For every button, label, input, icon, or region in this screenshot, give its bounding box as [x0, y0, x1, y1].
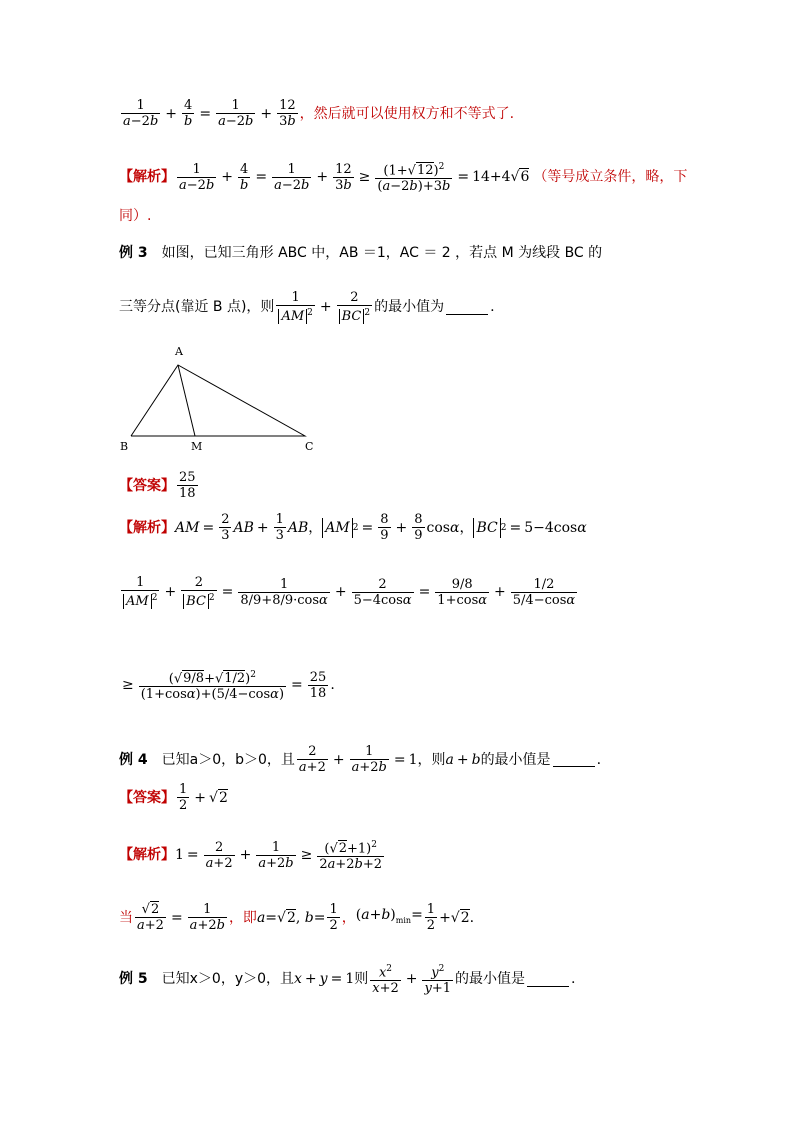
- jiexi-1-tail: （等号成立条件，略，下: [533, 169, 688, 186]
- ex3-answer: [119, 470, 675, 501]
- fraction: $\frac{4}{b}$: [184, 98, 193, 129]
- daan-label: 【答案】: [119, 477, 175, 494]
- jiexi-3-line-3: ≥ $\frac{(√9/8+√1/2)^2}{(1+\cos\alpha)+(5/4-\cos\alpha)}$ = $\frac{25}{18}$ .: [122, 669, 335, 703]
- line-1-text: ，然后就可以使用权方和不等式了.: [299, 105, 515, 122]
- label-a: A: [175, 345, 183, 358]
- label-m: M: [191, 440, 203, 453]
- ex3-line-2: 三等分点(靠近 B 点)，则 $\frac{1}{AM ^2}$ + $\frac{2}{BC ^2}$ 的最小值为 .: [119, 290, 495, 325]
- fraction: $\frac{1}{a-2b}$: [218, 98, 254, 129]
- ex5-label: 例 5: [119, 971, 148, 988]
- ex3-text-3: 的最小值为: [374, 299, 445, 316]
- ex3-line-1: [119, 243, 675, 263]
- ex4-jiexi-1: 【解析】 1 = $\frac{2}{a+2}$ + $\frac{1}{a+2b}$ ≥ $\frac{(√2+1)^2}{2a+2b+2}$: [119, 839, 383, 873]
- jiexi-3-line-1: 【解析】 AM = $\frac{2}{3}$ AB + $\frac{1}{3}$ AB ， AM 2 = $\frac{8}{9}$ + $\frac{8}{9}$ cosα， BC 2 = 5−4cosα: [119, 512, 587, 543]
- ex3-text-1: 如图，已知三角形 ABC 中，AB ＝1，AC ＝ 2 ，若点 M 为线段 BC 的: [161, 245, 603, 261]
- answer-den: 18: [179, 486, 196, 501]
- label-c: C: [305, 440, 314, 453]
- jiexi-1: 【解析】 $\frac{1}{a-2b}$ + $\frac{4}{b}$ = $\frac{1}{a-2b}$ + $\frac{12}{3b}$ ≥ $\frac{(1+√12)^2}{(a-2b)+3b}$ = 14+4√6 （等号成立条件，略，下: [119, 161, 688, 195]
- triangle-figure: [115, 340, 330, 455]
- fraction: $\frac{1}{a-2b}$: [123, 98, 159, 129]
- ex5-line-1: 例 5 已知 x＞0，y＞0，且 x + y = 1 则 $\frac{x^2}{x+2}$ + $\frac{y^2}{y+1}$ 的最小值是 .: [119, 964, 576, 997]
- ex4-answer: 【答案】 $\frac{1}{2}$ + √2: [119, 782, 228, 813]
- ex3-label: 例 3: [119, 245, 148, 261]
- ex4-line-1: 例 4 已知 a＞0，b＞0，且 $\frac{2}{a+2}$ + $\frac{1}{a+2b}$ = 1 ，则 a + b 的最小值是 .: [119, 744, 602, 775]
- answer-blank: [446, 300, 488, 315]
- ex4-cond: a＞0，b＞0，且: [189, 751, 295, 768]
- fraction: $\frac{12}{3b}$: [279, 98, 296, 129]
- jiexi-1-tail2: 同）.: [119, 208, 152, 224]
- answer-num: 25: [179, 470, 196, 485]
- ex4-jiexi-2: 当 $\frac{√2}{a+2}$ = $\frac{1}{a+2b}$ ，即 a=√2, b= $\frac{1}{2}$ ， $(a+b)_{min}=$ $\frac{1}{2}$ +√2.: [119, 902, 475, 933]
- ex4-label: 例 4: [119, 751, 148, 768]
- label-b: B: [120, 440, 129, 453]
- ex3-text-2: 三等分点(靠近 B 点)，则: [119, 299, 275, 316]
- ex5-cond: x＞0，y＞0，且: [189, 971, 295, 988]
- jiexi-label: 【解析】: [119, 169, 175, 186]
- jiexi-3-line-2: $\frac{1}{AM ^2}$ + $\frac{2}{BC ^2}$ = $\frac{1}{8/9+8/9\cdot\cos\alpha}$ + $\frac{2}{5-4\cos\alpha}$ = $\frac{9/8}{1+\cos\alpha}$ + $\frac{1/2}{5/4-\cos\alpha}$: [119, 575, 675, 609]
- line-1: $\frac{1}{a-2b}$ + $\frac{4}{b}$ = $\frac{1}{a-2b}$ + $\frac{12}{3b}$ ，然后就可以使用权方和不等式了.: [123, 98, 515, 129]
